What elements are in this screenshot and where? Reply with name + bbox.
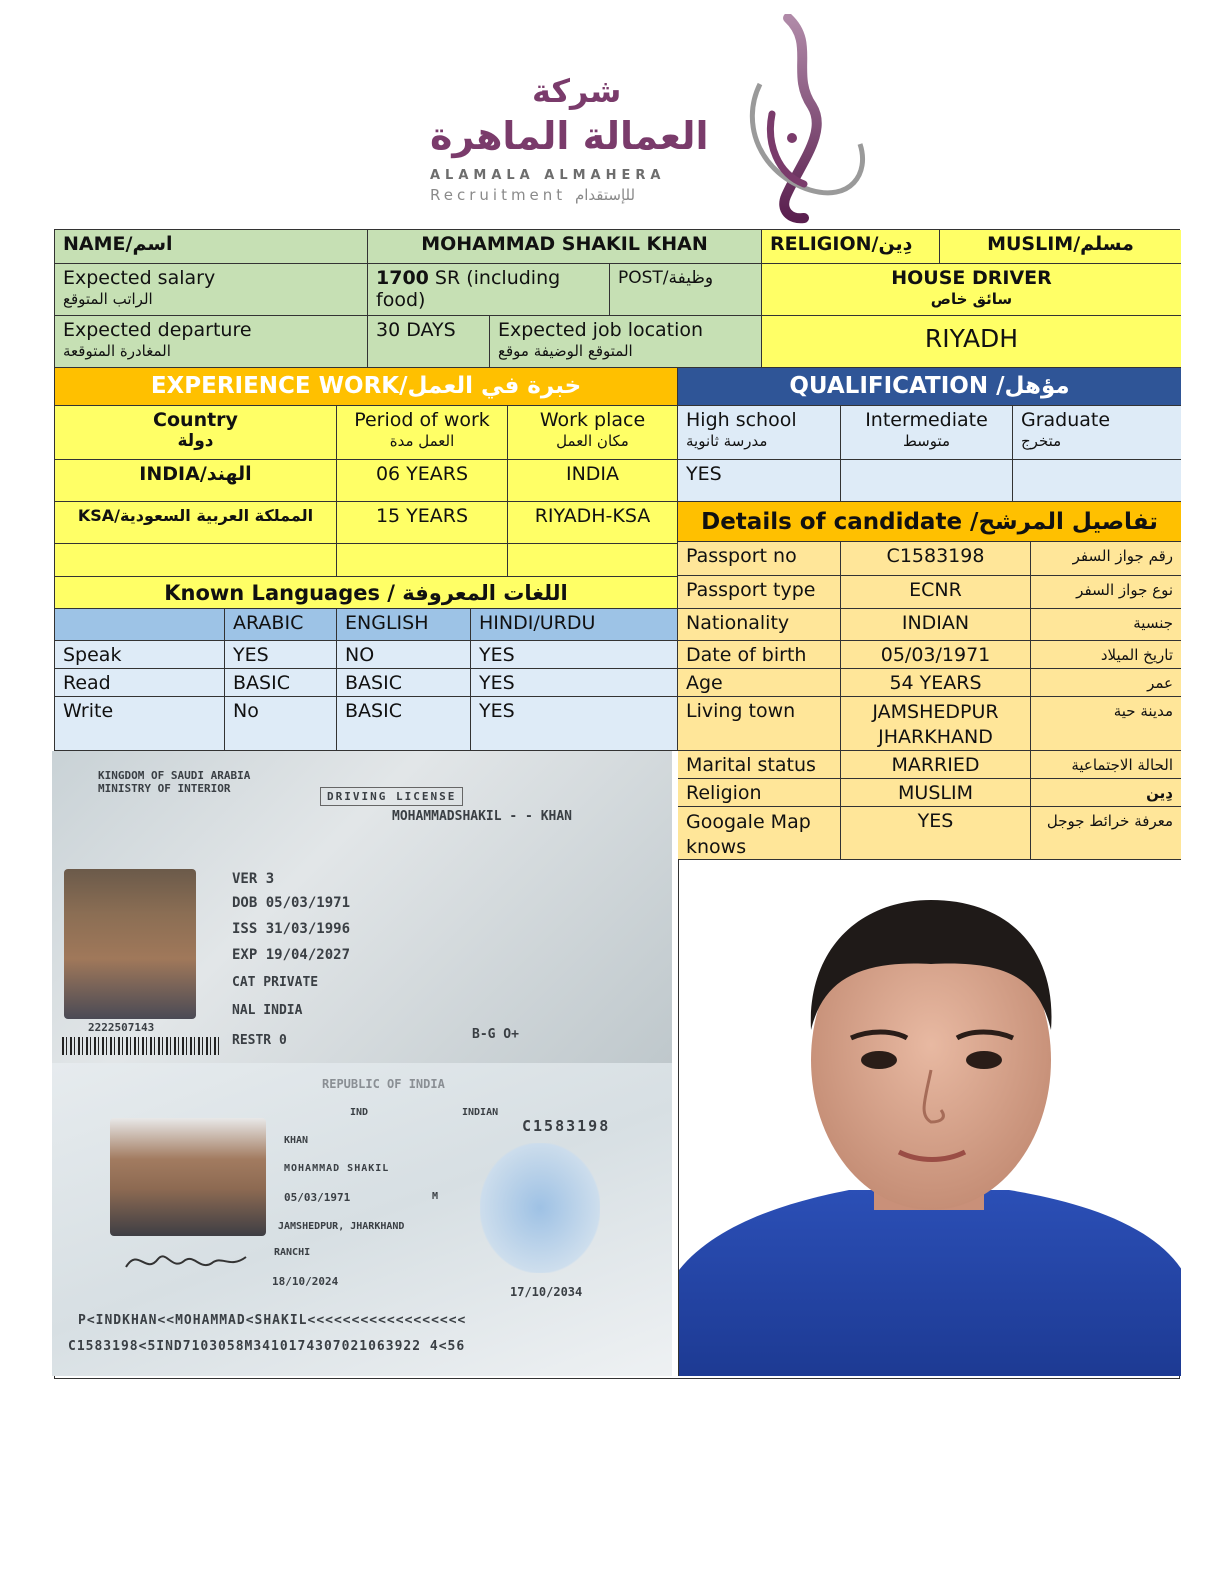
departure-label-cell bbox=[55, 316, 368, 368]
lang-read-arabic: BASIC bbox=[225, 669, 337, 697]
exp-col-place bbox=[508, 406, 678, 460]
lang-speak-arabic: YES bbox=[225, 641, 337, 669]
detail-map-value: YES bbox=[841, 807, 1031, 860]
barcode-icon bbox=[62, 1037, 222, 1055]
detail-map-ar: معرفة خرائط جوجل bbox=[1031, 807, 1181, 860]
exp-row-1-country: INDIA/الهند bbox=[55, 460, 337, 502]
exp-row-3-period bbox=[337, 544, 508, 577]
license-ver: VER 3 bbox=[232, 871, 275, 887]
qual-col-high bbox=[678, 406, 841, 460]
license-photo bbox=[64, 869, 196, 1019]
logo-english-line2: Recruitment للإستقدام bbox=[430, 186, 636, 204]
passport-country-code: IND bbox=[350, 1107, 369, 1118]
post-label: POST/وظيفة bbox=[610, 264, 762, 316]
qual-col-inter-ar: متوسط bbox=[902, 432, 951, 450]
detail-marital-value: MARRIED bbox=[841, 751, 1031, 779]
detail-dob-value: 05/03/1971 bbox=[841, 641, 1031, 669]
detail-marital-label: Marital status bbox=[678, 751, 841, 779]
exp-col-period-en: Period of work bbox=[354, 409, 490, 431]
detail-age-label: Age bbox=[678, 669, 841, 697]
license-name: MOHAMMADSHAKIL - - KHAN bbox=[392, 809, 573, 824]
detail-dob-label: Date of birth bbox=[678, 641, 841, 669]
detail-religion-label: Religion bbox=[678, 779, 841, 807]
license-number: 2222507143 bbox=[88, 1021, 155, 1034]
lang-speak-hindi: YES bbox=[471, 641, 678, 669]
details-title: Details of candidate /تفاصيل المرشح bbox=[678, 502, 1181, 542]
exp-col-country-en: Country bbox=[153, 409, 238, 431]
license-iss: ISS 31/03/1996 bbox=[232, 921, 351, 937]
qual-col-high-ar: مدرسة ثانوية bbox=[686, 432, 768, 450]
exp-col-period bbox=[337, 406, 508, 460]
name-label: NAME/اسم bbox=[55, 230, 368, 264]
logo-arabic-line2: العمالة الماهرة bbox=[430, 114, 709, 158]
exp-col-place-ar: مكان العمل bbox=[556, 432, 629, 450]
exp-row-1-period: 06 YEARS bbox=[337, 460, 508, 502]
detail-town-label: Living town bbox=[678, 697, 841, 751]
logo-arabic-line1: شركة bbox=[532, 72, 622, 110]
post-value: HOUSE DRIVER bbox=[891, 267, 1052, 289]
departure-label-ar: المغادرة المتوقعة bbox=[63, 342, 171, 360]
departure-label: Expected departure bbox=[63, 319, 252, 341]
religion-label: RELIGION/دِين bbox=[762, 230, 940, 264]
candidate-sheet bbox=[54, 229, 1180, 1379]
qual-col-grad-ar: متخرج bbox=[1021, 432, 1062, 450]
detail-nationality-label: Nationality bbox=[678, 609, 841, 641]
license-title: DRIVING LICENSE bbox=[320, 787, 463, 806]
salary-label: Expected salary bbox=[63, 267, 216, 289]
passport-mrz-line2: C1583198<5IND7103058M3410174307021063922 4<56 bbox=[68, 1339, 466, 1354]
post-value-ar: سائق خاص bbox=[930, 290, 1013, 308]
exp-col-place-en: Work place bbox=[539, 409, 646, 431]
exp-row-3-place bbox=[508, 544, 678, 577]
passport-nationality: INDIAN bbox=[462, 1107, 499, 1118]
experience-title: EXPERIENCE WORK/خبرة في العمل bbox=[55, 368, 678, 406]
passport-expiry-date: 17/10/2034 bbox=[510, 1285, 583, 1299]
detail-passport-no-label: Passport no bbox=[678, 542, 841, 576]
detail-passport-type-label: Passport type bbox=[678, 576, 841, 609]
passport-issue-place: RANCHI bbox=[274, 1247, 311, 1258]
logo-english-line1: ALAMALA ALMAHERA bbox=[430, 168, 666, 183]
license-restr: RESTR 0 bbox=[232, 1033, 287, 1048]
detail-nationality-value: INDIAN bbox=[841, 609, 1031, 641]
lang-read-hindi: YES bbox=[471, 669, 678, 697]
detail-age-value: 54 YEARS bbox=[841, 669, 1031, 697]
qual-grad-value bbox=[1013, 460, 1181, 502]
driving-license-image bbox=[52, 751, 672, 1063]
exp-row-2-period: 15 YEARS bbox=[337, 502, 508, 544]
exp-row-2-place: RIYADH-KSA bbox=[508, 502, 678, 544]
exp-row-1-place: INDIA bbox=[508, 460, 678, 502]
qual-col-grad-en: Graduate bbox=[1021, 409, 1111, 431]
passport-image bbox=[52, 1063, 672, 1376]
lang-row-speak-label: Speak bbox=[55, 641, 225, 669]
lang-col-hindi: HINDI/URDU bbox=[471, 609, 678, 641]
salary-amount: 1700 bbox=[376, 267, 429, 289]
detail-marital-ar: الحالة الاجتماعية bbox=[1031, 751, 1181, 779]
passport-issue-date: 18/10/2024 bbox=[272, 1275, 339, 1288]
license-dob: DOB 05/03/1971 bbox=[232, 895, 351, 911]
detail-passport-type-ar: نوع جواز السفر bbox=[1031, 576, 1181, 609]
license-exp: EXP 19/04/2027 bbox=[232, 947, 351, 963]
exp-row-2-country: KSA/المملكة العربية السعودية bbox=[55, 502, 337, 544]
passport-mrz-line1: P<INDKHAN<<MOHAMMAD<SHAKIL<<<<<<<<<<<<<<<<<< bbox=[78, 1313, 467, 1328]
portrait-photo bbox=[679, 860, 1181, 1376]
company-logo bbox=[400, 14, 880, 224]
location-label: Expected job location bbox=[498, 319, 704, 341]
license-blood: B-G O+ bbox=[472, 1027, 519, 1042]
salary-label-cell bbox=[55, 264, 368, 316]
languages-title: Known Languages / اللغات المعروفة bbox=[55, 577, 678, 609]
license-cat: CAT PRIVATE bbox=[232, 975, 319, 990]
qualification-title: QUALIFICATION /مؤهل bbox=[678, 368, 1181, 406]
lang-col-arabic: ARABIC bbox=[225, 609, 337, 641]
lang-write-hindi: YES bbox=[471, 697, 678, 751]
exp-col-country bbox=[55, 406, 337, 460]
post-value-cell bbox=[762, 264, 1181, 316]
passport-photo bbox=[110, 1118, 266, 1236]
lang-speak-english: NO bbox=[337, 641, 471, 669]
lang-write-english: BASIC bbox=[337, 697, 471, 751]
passport-header: REPUBLIC OF INDIA bbox=[322, 1077, 445, 1091]
location-label-cell bbox=[490, 316, 762, 368]
qual-col-grad bbox=[1013, 406, 1181, 460]
qual-col-high-en: High school bbox=[686, 409, 797, 431]
exp-col-country-ar: دولة bbox=[177, 431, 214, 451]
salary-note: SR (including food) bbox=[376, 267, 561, 311]
detail-nationality-ar: جنسية bbox=[1031, 609, 1181, 641]
lang-row-write-label: Write bbox=[55, 697, 225, 751]
signature-icon bbox=[122, 1241, 252, 1281]
detail-passport-no-ar: رقم جواز السفر bbox=[1031, 542, 1181, 576]
detail-religion-value: MUSLIM bbox=[841, 779, 1031, 807]
name-value: MOHAMMAD SHAKIL KHAN bbox=[368, 230, 762, 264]
lang-row-read-label: Read bbox=[55, 669, 225, 697]
detail-dob-ar: تاريخ الميلاد bbox=[1031, 641, 1181, 669]
passport-ghost-photo bbox=[480, 1143, 600, 1273]
detail-passport-no-value: C1583198 bbox=[841, 542, 1031, 576]
passport-sex: M bbox=[432, 1191, 439, 1202]
salary-label-ar: الراتب المتوقع bbox=[63, 290, 153, 308]
lang-col-english: ENGLISH bbox=[337, 609, 471, 641]
passport-dob: 05/03/1971 bbox=[284, 1191, 351, 1204]
passport-surname: KHAN bbox=[284, 1135, 309, 1146]
qual-inter-value bbox=[841, 460, 1013, 502]
qual-col-inter bbox=[841, 406, 1013, 460]
qual-high-value: YES bbox=[678, 460, 841, 502]
exp-col-period-ar: العمل مدة bbox=[389, 432, 455, 450]
candidate-portrait bbox=[678, 860, 1181, 1376]
logo-emblem-icon bbox=[720, 14, 880, 224]
passport-birthplace: JAMSHEDPUR, JHARKHAND bbox=[278, 1221, 405, 1232]
license-nal: NAL INDIA bbox=[232, 1003, 303, 1018]
departure-value: 30 DAYS bbox=[368, 316, 490, 368]
detail-town-value: JAMSHEDPUR JHARKHAND bbox=[841, 697, 1031, 751]
lang-write-arabic: No bbox=[225, 697, 337, 751]
qual-col-inter-en: Intermediate bbox=[865, 409, 988, 431]
exp-row-3-country bbox=[55, 544, 337, 577]
detail-religion-ar: دِين bbox=[1031, 779, 1181, 807]
lang-col-blank bbox=[55, 609, 225, 641]
detail-map-label: Googale Map knows bbox=[678, 807, 841, 860]
detail-town-ar: مدينة حية bbox=[1031, 697, 1181, 751]
passport-number: C1583198 bbox=[522, 1117, 611, 1135]
detail-age-ar: عمر bbox=[1031, 669, 1181, 697]
detail-passport-type-value: ECNR bbox=[841, 576, 1031, 609]
passport-given: MOHAMMAD SHAKIL bbox=[284, 1163, 390, 1174]
location-label-ar: المتوقع الوضيفة موقع bbox=[498, 342, 633, 360]
religion-value: MUSLIM/مسلم bbox=[940, 230, 1181, 264]
license-header: KINGDOM OF SAUDI ARABIA MINISTRY OF INTERIOR bbox=[98, 769, 251, 795]
location-value: RIYADH bbox=[762, 316, 1181, 368]
salary-value-cell bbox=[368, 264, 610, 316]
lang-read-english: BASIC bbox=[337, 669, 471, 697]
